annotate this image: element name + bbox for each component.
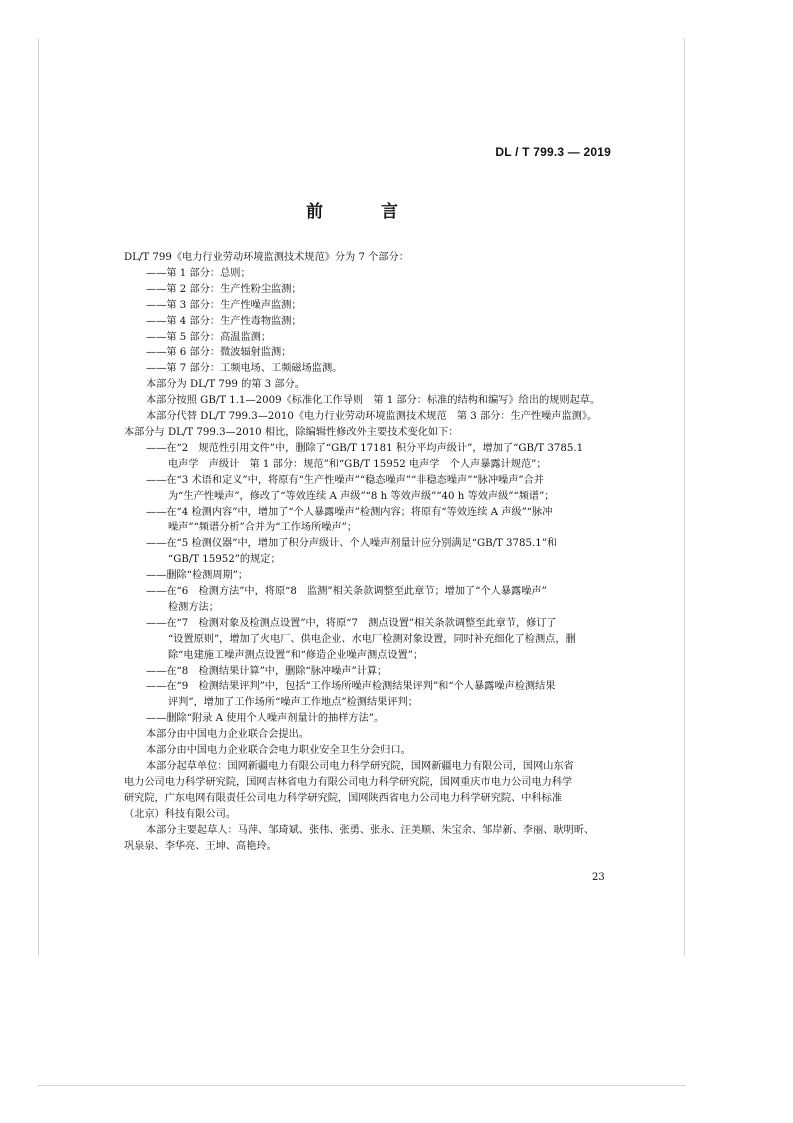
list-item: ——删除“附录 A 使用个人噪声剂量计的抽样方法”。 — [146, 713, 385, 725]
page-number: 23 — [592, 872, 605, 883]
list-item: ——在“4 检测内容”中，增加了“个人暴露噪声”检测内容；将原有“等效连续 A 声级”“脉冲 — [146, 506, 553, 518]
list-item: ——在“8 检测结果计算”中，删除“脉冲噪声”计算； — [146, 665, 388, 677]
list-item: ——第 7 部分：工频电场、工频磁场监测。 — [146, 363, 343, 375]
text-line: （北京）科技有限公司。 — [124, 808, 237, 820]
list-item-continuation: 检测方法； — [168, 601, 219, 613]
text-line: 本部分起草单位：国网新疆电力有限公司电力科学研究院，国网新疆电力有限公司，国网山东省 — [146, 761, 574, 772]
list-item: ——第 2 部分：生产性粉尘监测； — [146, 283, 302, 295]
list-item-continuation: 为“生产性噪声”，修改了“等效连续 A 声级”“8 h 等效声级”“40 h 等效声级”“频谱”； — [168, 490, 555, 502]
text-line: 巩泉泉、李华亮、王坤、高艳玲。 — [124, 840, 277, 852]
list-item: ——在“9 检测结果评判”中，包括“工作场所噪声检测结果评判”和“个人暴露噪声检测结果 — [146, 681, 556, 693]
text-line: 本部分主要起草人：马萍、邹琦斌、张伟、张勇、张永、汪美顺、朱宝余、邹岸新、李丽、耿明昕、 — [146, 824, 595, 836]
right-margin-rule — [684, 38, 685, 956]
list-item-continuation: 电声学 声级计 第 1 部分：规范”和“GB/T 15952 电声学 个人声暴露计规范”； — [168, 458, 547, 470]
left-margin-rule — [38, 38, 39, 956]
list-item: ——删除“检测周期”； — [146, 570, 249, 582]
text-line: 电力公司电力科学研究院，国网吉林省电力有限公司电力科学研究院，国网重庆市电力公司电力科学 — [124, 776, 573, 788]
bottom-rule — [38, 1085, 686, 1086]
list-item: ——在“2 规范性引用文件”中，删除了“GB/T 17181 积分平均声级计”，增加了“GB/T 3785.1 — [146, 442, 584, 454]
list-item-continuation: “GB/T 15952”的规定； — [168, 554, 281, 566]
page-title: 前 言 — [306, 202, 424, 222]
list-item-continuation: “设置原则”，增加了火电厂、供电企业、水电厂检测对象设置，同时补充细化了检测点，删 — [168, 633, 576, 645]
list-item: ——第 6 部分：微波辐射监测； — [146, 347, 292, 359]
text-line: 本部分代替 DL/T 799.3—2010《电力行业劳动环境监测技术规范 第 3 部分：生产性噪声监测》。 — [146, 411, 598, 423]
list-item-continuation: 评判”，增加了工作场所“噪声工作地点”检测结果评判； — [168, 697, 418, 709]
list-item: ——在“3 术语和定义”中，将原有“生产性噪声”“稳态噪声”“非稳态噪声”“脉冲噪声”合并 — [146, 474, 544, 486]
text-line: 本部分与 DL/T 799.3—2010 相比，除编辑性修改外主要技术变化如下： — [124, 426, 459, 438]
standard-code: DL / T 799.3 — 2019 — [495, 145, 611, 159]
text-line: 本部分按照 GB/T 1.1—2009《标准化工作导则 第 1 部分：标准的结构和编写》给出的规则起草。 — [146, 395, 601, 407]
list-item: ——在“6 检测方法”中，将原“8 监测”相关条款调整至此章节；增加了“个人暴露噪声” — [146, 586, 547, 598]
text-line: 研究院，广东电网有限责任公司电力科学研究院，国网陕西省电力公司电力科学研究院、中科标准 — [124, 792, 563, 804]
list-item-continuation: 噪声”“频谱分析”合并为“工作场所噪声”； — [168, 522, 358, 534]
preface-body — [124, 250, 612, 854]
text-line: 本部分由中国电力企业联合会电力职业安全卫生分会归口。 — [146, 745, 411, 757]
text-line: 本部分为 DL/T 799 的第 3 部分。 — [146, 379, 305, 391]
list-item: ——第 5 部分：高温监测； — [146, 331, 272, 343]
list-item: ——第 1 部分：总则； — [146, 267, 251, 279]
list-item-continuation: 除“电建施工噪声测点设置”和“修造企业噪声测点设置”； — [168, 649, 424, 661]
list-item: ——第 4 部分：生产性毒物监测； — [146, 315, 302, 327]
text-line: DL/T 799《电力行业劳动环境监测技术规范》分为 7 个部分： — [124, 252, 409, 263]
list-item: ——第 3 部分：生产性噪声监测； — [146, 299, 302, 311]
list-item: ——在“5 检测仪器”中，增加了积分声级计、个人噪声剂量计应分别满足“GB/T 3785.1”和 — [146, 538, 558, 550]
text-line: 本部分由中国电力企业联合会提出。 — [146, 729, 309, 741]
list-item: ——在“7 检测对象及检测点设置”中，将原“7 测点设置”相关条款调整至此章节，修订了 — [146, 617, 557, 629]
